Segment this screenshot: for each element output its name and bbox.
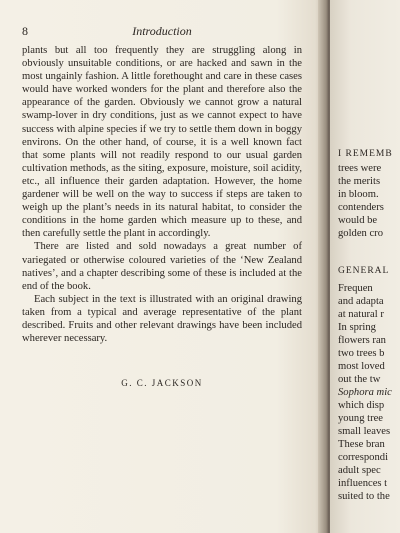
right-line: small leaves (338, 426, 391, 437)
right-line: adult spec (338, 465, 381, 476)
page-header (22, 24, 302, 40)
right-line: These bran (338, 439, 385, 450)
right-line: influences t (338, 478, 388, 489)
right-line: at natural r (338, 309, 384, 320)
right-line: two trees b (338, 348, 385, 359)
introduction-text (22, 44, 302, 345)
right-line: I REMEMB (338, 149, 393, 159)
running-title: Introduction (132, 24, 192, 38)
right-page (330, 0, 400, 533)
paragraph-1: plants but all too frequently they are struggling along in obviously unsuitable conditions, or are hacked and sawn in the most ungainly fashion. A little forethought and care in these cases would have worked wonders for the plant and therefore also the appearance of the garden. Obviously we cannot grow a natural swamp-lover in dry conditions, just as we cannot expect to have success with alpine species if we try to settle them down in boggy environs. On the other hand, of course, it is a well known fact that some plants will not readily respond to our usual garden cultivation methods, as the siting, exposure, moisture, soil acidity, etc., all influence their garden adaptation. However, the home gardener will be well on the way to success if steps are taken to weigh up the plant’s needs in its natural habitat, to consider the conditions in the home garden which measure up to these, and then carefully settle the plant in accordingly. (22, 45, 302, 240)
right-line: contenders (338, 202, 384, 213)
right-line: most loved (338, 361, 385, 372)
right-line: flowers ran (338, 335, 386, 346)
paragraph-3: Each subject in the text is illustrated with an original drawing taken from a typical and average representative of the plant described. Fruits and other relevant drawings have been included wherever necessary. (22, 293, 302, 345)
right-line: young tree (338, 413, 384, 424)
right-line: correspondi (338, 452, 389, 463)
right-line: In spring (338, 322, 376, 333)
paragraph-2: There are listed and sold nowadays a great number of variegated or otherwise coloured varieties of the ‘New Zealand natives’, and a chapter describing some of these is included at the end of the book. (22, 241, 302, 292)
right-line: the merits (338, 176, 381, 187)
right-section-heading: GENERAL (338, 266, 390, 276)
right-line: would be (338, 215, 378, 226)
page-number: 8 (22, 24, 28, 38)
right-line: Frequen (338, 283, 373, 294)
author-signature: G. C. JACKSON (121, 378, 203, 388)
right-line: Sophora mic (338, 387, 392, 398)
right-line: golden cro (338, 228, 384, 239)
right-line: which disp (338, 400, 385, 411)
right-line: and adapta (338, 296, 384, 307)
right-line: suited to the (338, 491, 390, 502)
right-line: in bloom. (338, 189, 379, 200)
right-line: trees were (338, 163, 382, 174)
right-line: out the tw (338, 374, 381, 385)
